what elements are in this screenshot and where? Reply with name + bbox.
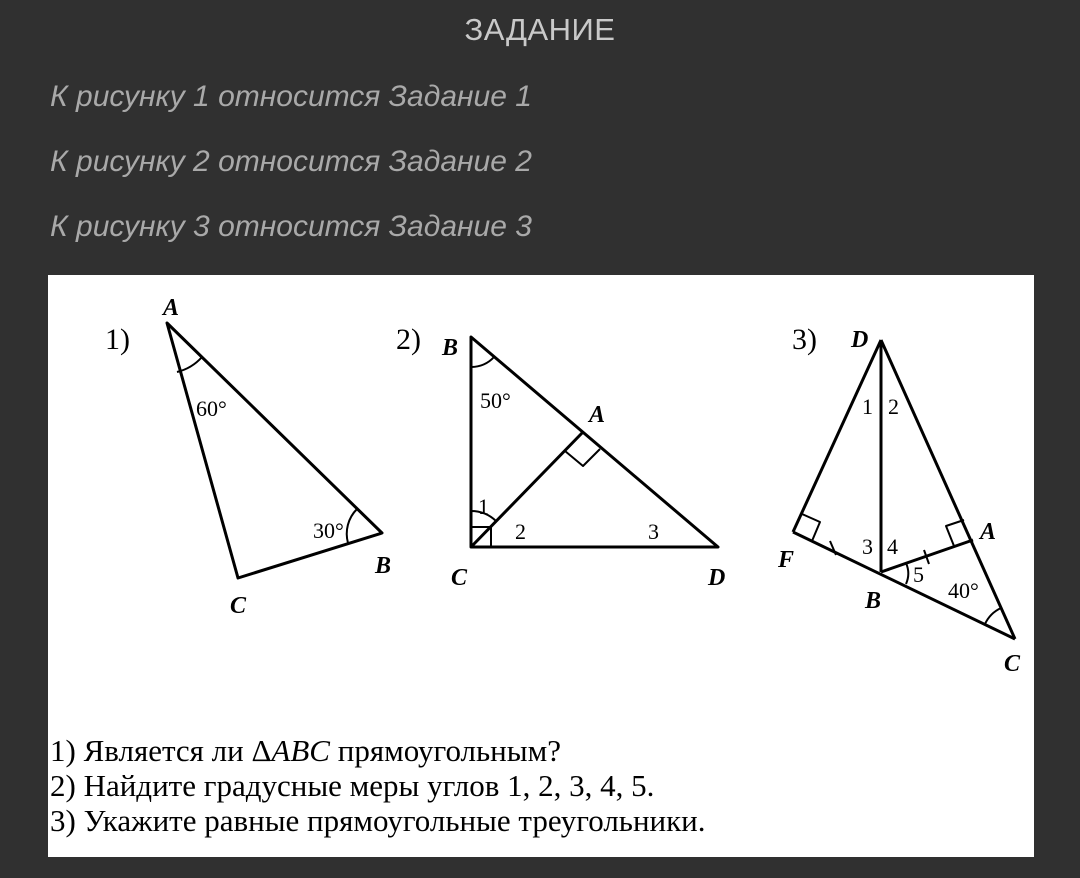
task-list [50, 733, 1030, 838]
fig2-vertex-d: D [708, 565, 726, 591]
fig3-angle-3-label: 3 [862, 534, 873, 559]
fig3-number: 3) [792, 323, 817, 356]
fig1-number: 1) [105, 323, 130, 356]
fig2-angle-3-label: 3 [648, 519, 659, 544]
figure-panel [48, 275, 1034, 857]
fig2-vertex-a: A [589, 402, 606, 428]
fig1-angle-b-label: 30° [313, 518, 344, 543]
fig3-vertex-b: B [865, 588, 882, 614]
fig2-triangle [471, 337, 718, 547]
fig3-right-angle-a [946, 520, 964, 546]
fig1-vertex-a: A [163, 295, 180, 321]
fig3-angle-4-label: 4 [887, 534, 898, 559]
fig2-right-angle-a [565, 449, 600, 466]
fig2-angle-2-label: 2 [515, 519, 526, 544]
fig2-angle-1-label: 1 [478, 494, 489, 519]
fig3-angle-2-label: 2 [888, 394, 899, 419]
fig2-number: 2) [396, 323, 421, 356]
task-1-number: 1) [50, 733, 76, 768]
fig3-vertex-a: A [980, 519, 997, 545]
task-2: 2) Найдите градусные меры углов 1, 2, 3, 4, 5. [50, 768, 655, 803]
triangle-name: ABC [271, 733, 330, 768]
instruction-line-1: К рисунку 1 относится Задание 1 [50, 80, 532, 113]
fig2-vertex-c: C [451, 565, 468, 591]
fig1-angle-a-label: 60° [196, 396, 227, 421]
task-1-text-end: прямоугольным? [329, 733, 561, 768]
fig3-angle-c-label: 40° [948, 578, 979, 603]
triangle-symbol: Δ [251, 733, 272, 768]
fig3-vertex-f: F [778, 547, 795, 573]
fig1-vertex-b: B [375, 553, 392, 579]
fig3-vertex-c: C [1004, 651, 1021, 677]
fig1-triangle [167, 323, 382, 578]
fig1-vertex-c: C [230, 593, 247, 619]
fig2-altitude [471, 432, 583, 547]
fig3-vertex-d: D [851, 327, 869, 353]
fig3-side-df [793, 340, 881, 532]
page-title: ЗАДАНИЕ [464, 12, 616, 47]
fig3-angle-1-label: 1 [862, 394, 873, 419]
fig2-angle-b-arc [471, 357, 494, 367]
instruction-line-2: К рисунку 2 относится Задание 2 [50, 145, 532, 178]
task-1-text-start: Является ли [83, 733, 252, 768]
fig2-angle-b-label: 50° [480, 388, 511, 413]
fig3-angle-5-label: 5 [913, 562, 924, 587]
task-1 [50, 733, 1030, 768]
fig1-angle-b-arc [347, 509, 357, 543]
instruction-line-3: К рисунку 3 относится Задание 3 [50, 210, 532, 243]
fig3-angle-c-arc [985, 608, 1001, 624]
fig3-line-fc [793, 532, 1015, 639]
fig2-vertex-b: B [442, 335, 459, 361]
fig3-angle-5-arc [906, 563, 908, 584]
task-3: 3) Укажите равные прямоугольные треугольники. [50, 803, 706, 838]
